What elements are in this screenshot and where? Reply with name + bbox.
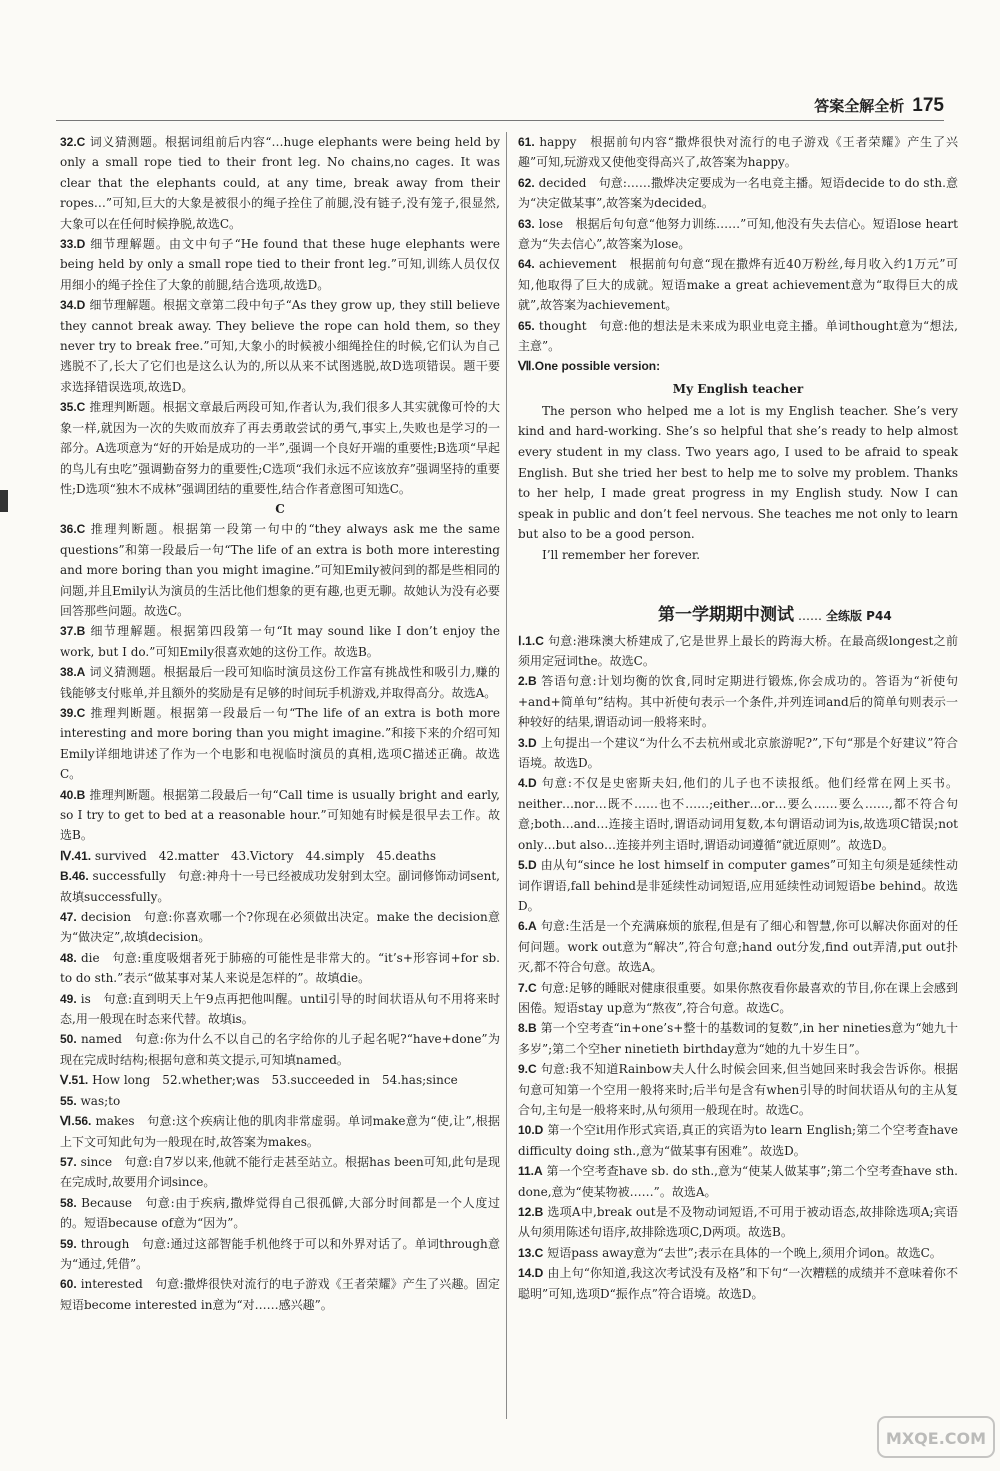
answer-item bbox=[60, 621, 500, 662]
answer-item bbox=[60, 703, 500, 785]
answer-number: 58. bbox=[60, 1195, 77, 1210]
answer-text: survived 42.matter 43.Victory 44.simply 45.deaths bbox=[94, 848, 436, 863]
answer-item bbox=[60, 234, 500, 295]
answer-item bbox=[60, 866, 500, 907]
header-rule bbox=[56, 120, 944, 121]
answer-item bbox=[518, 671, 958, 732]
answer-item bbox=[518, 978, 958, 1019]
answer-number: 13.C bbox=[518, 1245, 544, 1260]
essay-body bbox=[518, 401, 958, 566]
answer-item bbox=[60, 662, 500, 703]
answer-number: 35.C bbox=[60, 400, 86, 415]
answer-number: 48. bbox=[60, 950, 77, 965]
answer-text: 短语pass away意为“去世”;表示在具体的一个晚上,须用介词on。故选C。 bbox=[547, 1245, 942, 1260]
answer-number: 40.B bbox=[60, 787, 86, 802]
answer-number: 59. bbox=[60, 1236, 77, 1251]
left-column bbox=[60, 132, 500, 1315]
answer-item bbox=[60, 1070, 500, 1090]
answer-item bbox=[518, 631, 958, 672]
answer-number: 11.A bbox=[518, 1164, 543, 1179]
answer-item bbox=[60, 1193, 500, 1234]
answer-text: 选项A中,break out是不及物动词短语,不可用于被动语态,故排除选项A;宾语从句须用陈述句语序,故排除选项C,D两项。故选B。 bbox=[518, 1205, 958, 1240]
answer-text: is 句意:直到明天上午9点再把他叫醒。until引导的时间状语从句不用将来时态,用一般现在时态来代替。故填is。 bbox=[60, 991, 500, 1027]
answer-item bbox=[60, 132, 500, 234]
header-title: 答案全解全析 bbox=[814, 97, 905, 115]
answer-number: 63. bbox=[518, 216, 535, 231]
answer-text: lose 根据后句句意“他努力训练……”可知,他没有失去信心。短语lose heart意为“失去信心”,故答案为lose。 bbox=[518, 216, 958, 252]
essay-label: Ⅶ.One possible version: bbox=[518, 359, 661, 374]
answer-item bbox=[60, 1274, 500, 1315]
answer-text: 细节理解题。根据第四段第一句“It may sound like I don’t enjoy the work, but I do.”可知Emily很喜欢她的这份工作。故选B。 bbox=[60, 624, 500, 659]
answer-item bbox=[60, 1234, 500, 1275]
answer-item bbox=[518, 1243, 958, 1263]
answer-item bbox=[518, 214, 958, 255]
answer-number: Ⅵ.56. bbox=[60, 1114, 92, 1129]
answer-item bbox=[60, 397, 500, 499]
answer-text: 第一个空it用作形式宾语,真正的宾语为to learn English;第二个空考查have difficulty doing sth.,意为“做某事有困难”。故选D。 bbox=[518, 1123, 958, 1158]
answer-number: B.46. bbox=[60, 869, 89, 884]
essay-title: My English teacher bbox=[672, 381, 804, 396]
answer-number: 3.D bbox=[518, 735, 537, 750]
side-tab-marker bbox=[0, 490, 8, 512]
midterm-test-heading bbox=[658, 600, 958, 625]
answer-text: 推理判断题。根据第一段第一句中的“they always ask me the same questions”和第一段最后一句“The life of an extra is both more interesting and more boring than you might imagine.”可知Emily被问到的都是些相同的问题,并且Emily认为演员的生活比他们想象的更有趣,也更无聊。故她认为没有必要回答那些问题。故选C。 bbox=[60, 522, 500, 618]
answer-item bbox=[518, 316, 958, 357]
answer-number: 32.C bbox=[60, 135, 86, 149]
answer-number: Ⅴ.51. bbox=[60, 1073, 89, 1088]
watermark-logo bbox=[876, 1415, 996, 1459]
answer-item bbox=[518, 173, 958, 214]
answer-number: 12.B bbox=[518, 1205, 544, 1219]
answer-text: achievement 根据前句句意“现在撒烨有近40万粉丝,每月收入约1万元”可知,他取得了巨大的成就。短语make a great achievement意为“取得巨大的成就”,故答案为achievement。 bbox=[518, 257, 958, 313]
answer-number: 37.B bbox=[60, 624, 86, 639]
answer-item bbox=[60, 907, 500, 948]
answer-number: 2.B bbox=[518, 674, 537, 689]
answer-text: 推理判断题。根据第二段最后一句“Call time is usually bright and early, so I try to get to bed at a reasonable hour.”可知她有时候是很早去工作。故选B。 bbox=[60, 787, 500, 843]
answer-item bbox=[518, 855, 958, 916]
answer-item bbox=[60, 1091, 500, 1111]
section-dots: …… bbox=[798, 608, 822, 623]
answer-number: 62. bbox=[518, 175, 535, 190]
answer-number: Ⅰ.1.C bbox=[518, 633, 544, 648]
answer-text: How long 52.whether;was 53.succeeded in 54.has;since bbox=[92, 1073, 458, 1088]
answer-text: thought 句意:他的想法是未来成为职业电竞主播。单词thought意为“想法,主意”。 bbox=[518, 318, 958, 354]
section-title: 第一学期期中测试 bbox=[658, 604, 794, 625]
essay-paragraph: The person who helped me a lot is my English teacher. She’s very kind and hard-working. She’s so helpful that she’s ready to help almost every student in my class. Two years ago, I used to be afraid to speak English. But she tried her best to help me to solve my problem. Thanks to her help, I made great progress in my English study. Now I can speak in public and don’t feel nervous. She teaches me not only to learn but also to be a good person. bbox=[518, 403, 958, 542]
answer-text: 细节理解题。由文中句子“He found that these huge elephants were being held by only a small rope tied to their front leg.”可知,训练人员仅仅用细小的绳子拴住了大象的前腿,结合选项,故选D。 bbox=[60, 237, 500, 292]
answer-item bbox=[60, 785, 500, 846]
answer-item bbox=[518, 1059, 958, 1120]
answer-number: Ⅳ.41. bbox=[60, 848, 92, 863]
right-column bbox=[518, 132, 958, 1304]
answer-number: 34.D bbox=[60, 298, 86, 313]
answer-text: decision 句意:你喜欢哪一个?你现在必须做出决定。make the decision意为“做决定”,故填decision。 bbox=[60, 910, 500, 945]
answer-text: 由从句“since he lost himself in computer games”可知主句须是延续性动词作谓语,fall behind是非延续性动词短语,应用延续性动词短语be behind。故选D。 bbox=[518, 858, 958, 913]
answer-item bbox=[60, 846, 500, 866]
answer-number: 60. bbox=[60, 1277, 77, 1292]
answer-item bbox=[60, 1029, 500, 1070]
column-divider bbox=[506, 132, 507, 1419]
answer-text: die 句意:重度吸烟者死于肺癌的可能性是非常大的。“it’s+形容词+for sb. to do sth.”表示“做某事对某人来说是怎样的”。故填die。 bbox=[60, 950, 500, 986]
answer-number: 65. bbox=[518, 318, 535, 333]
answer-number: 39.C bbox=[60, 705, 86, 720]
answer-item bbox=[518, 916, 958, 977]
answer-item bbox=[518, 254, 958, 315]
answer-text: makes 句意:这个疾病让他的肌肉非常虚弱。单词make意为“使,让”,根据上下文可知此句为一般现在时,故答案为makes。 bbox=[60, 1114, 500, 1149]
answer-text: 推理判断题。根据第一段最后一句“The life of an extra is both more interesting and more boring than you might imagine.”和接下来的介绍可知Emily详细地讲述了作为一个电影和电视临时演员的真相,选项C描述正确。故选C。 bbox=[60, 705, 500, 782]
answer-number: 10.D bbox=[518, 1123, 544, 1138]
answer-text: 答语句意:计划均衡的饮食,同时定期进行锻炼,你会成功的。答语为“祈使句+and+简单句”结构。其中祈使句表示一个条件,并列连词and后的简单句则表示一种较好的结果,谓语动词一般将来时。 bbox=[518, 674, 958, 730]
answer-item bbox=[60, 948, 500, 989]
section-c-heading: C bbox=[275, 502, 285, 517]
answer-number: 14.D bbox=[518, 1266, 544, 1281]
answer-text: since 句意:自7岁以来,他就不能行走甚至站立。根据has been可知,此句是现在完成时,故要用介词since。 bbox=[60, 1154, 500, 1190]
answer-text: interested 句意:撒烨很快对流行的电子游戏《王者荣耀》产生了兴趣。固定短语become interested in意为“对……感兴趣”。 bbox=[60, 1277, 500, 1312]
answer-item bbox=[518, 1018, 958, 1059]
answer-text: 句意:不仅是史密斯夫妇,他们的儿子也不读报纸。他们经常在网上买书。neither…nor…既不……也不……;either…or…要么……要么……,都不符合句意;both…and…连接主语时,谓语动词用复数,本句谓语动词为is,故选项C错误;not only…but also…连接并列主语时,谓语动词遵循“就近原则”。故选D。 bbox=[518, 776, 958, 852]
answer-number: 4.D bbox=[518, 776, 537, 791]
answer-item bbox=[60, 1152, 500, 1193]
answer-number: 6.A bbox=[518, 919, 537, 934]
answer-item bbox=[518, 132, 958, 173]
answer-text: 词义猜测题。根据最后一段可知临时演员这份工作富有挑战性和吸引力,赚的钱能够支付账单,并且额外的奖励是有足够的时间玩手机游戏,并取得高分。故选A。 bbox=[60, 665, 500, 700]
answer-text: 句意:生活是一个充满麻烦的旅程,但是有了细心和智慧,你可以解决你面对的任何问题。work out意为“解决”,符合句意;hand out分发,find out弄清,put out扑灭,都不符合句意。故选A。 bbox=[518, 919, 958, 975]
watermark-text: MXQE.COM bbox=[885, 1429, 987, 1448]
answer-number: 36.C bbox=[60, 522, 86, 537]
answer-text: named 句意:你为什么不以自己的名字给你的儿子起名呢?“have+done”为现在完成时结构;根据句意和英文提示,可知填named。 bbox=[60, 1032, 500, 1067]
answer-text: decided 句意:……撒烨决定要成为一名电竞主播。短语decide to do sth.意为“决定做某事”,故答案为decided。 bbox=[518, 175, 958, 211]
answer-text: 句意:我不知道Rainbow夫人什么时候会回来,但当她回来时我会告诉你。根据句意可知第一个空用一般将来时;后半句是含有when引导的时间状语从句的主从复合句,主句是一般将来时,从句须用一般现在时。故选C。 bbox=[518, 1062, 958, 1117]
answer-item bbox=[518, 1202, 958, 1243]
answer-number: 61. bbox=[518, 135, 535, 149]
answer-item bbox=[518, 1120, 958, 1161]
answer-text: 第一个空考查“in+one’s+整十的基数词的复数”,in her nineties意为“她九十多岁”;第二个空her ninetieth birthday意为“她的九十岁生日”。 bbox=[518, 1021, 958, 1056]
answer-number: 38.A bbox=[60, 665, 86, 680]
answer-item bbox=[518, 773, 958, 855]
answer-text: 句意:足够的睡眠对健康很重要。如果你熬夜看你最喜欢的节目,你在课上会感到困倦。短语stay up意为“熬夜”,符合句意。故选C。 bbox=[518, 980, 958, 1015]
answer-item bbox=[60, 1111, 500, 1152]
answer-number: 64. bbox=[518, 257, 535, 272]
answer-item bbox=[518, 1263, 958, 1304]
answer-text: was;to bbox=[80, 1093, 121, 1108]
answer-item bbox=[60, 295, 500, 397]
answer-item bbox=[60, 989, 500, 1030]
section-edition: 全练版 P44 bbox=[826, 608, 892, 623]
answer-text: 第一个空考查have sb. do sth.,意为“使某人做某事”;第二个空考查have sth. done,意为“使某物被……”。故选A。 bbox=[518, 1164, 958, 1199]
answer-number: 47. bbox=[60, 910, 77, 925]
answer-number: 5.D bbox=[518, 858, 537, 873]
answer-item bbox=[518, 1161, 958, 1202]
answer-text: 词义猜测题。根据词组前后内容“…huge elephants were being held by only a small rope tied to their front leg. No chains,no cages. It was clear that the elephants could, at any time, break away from their ropes…”可知,巨大的大象是被很小的绳子拴住了前腿,没有链子,没有笼子,很显然,大象可以在任何时候挣脱,故选C。 bbox=[60, 135, 500, 231]
answer-item bbox=[518, 733, 958, 774]
page-number: 175 bbox=[912, 95, 944, 116]
answer-number: 57. bbox=[60, 1154, 77, 1169]
answer-text: 上句提出一个建议“为什么不去杭州或北京旅游呢?”,下句“那是个好建议”符合语境。故选D。 bbox=[518, 735, 958, 771]
answer-item bbox=[60, 519, 500, 621]
answer-number: 9.C bbox=[518, 1062, 537, 1077]
answer-number: 33.D bbox=[60, 237, 86, 252]
page-header bbox=[814, 95, 944, 117]
answer-number: 49. bbox=[60, 991, 77, 1006]
essay-paragraph: I’ll remember her forever. bbox=[542, 548, 701, 563]
answer-text: successfully 句意:神舟十一号已经被成功发射到太空。副词修饰动词sent,故填successfully。 bbox=[60, 869, 500, 904]
answer-number: 7.C bbox=[518, 980, 537, 995]
answer-number: 55. bbox=[60, 1093, 77, 1108]
answer-text: through 句意:通过这部智能手机他终于可以和外界对话了。单词through意为“通过,凭借”。 bbox=[60, 1236, 500, 1271]
answer-text: 句意:港珠澳大桥建成了,它是世界上最长的跨海大桥。在最高级longest之前须用定冠词the。故选C。 bbox=[518, 633, 958, 669]
answer-text: happy 根据前句内容“撒烨很快对流行的电子游戏《王者荣耀》产生了兴趣”可知,玩游戏又使他变得高兴了,故答案为happy。 bbox=[518, 135, 958, 170]
answer-text: Because 句意:由于疾病,撒烨觉得自己很孤僻,大部分时间都是一个人度过的。短语because of意为“因为”。 bbox=[60, 1195, 500, 1231]
answer-number: 50. bbox=[60, 1032, 77, 1047]
answer-text: 推理判断题。根据文章最后两段可知,作者认为,我们很多人其实就像可怜的大象一样,就因为一次的失败而放弃了再去勇敢尝试的勇气,事实上,失败也是学习的一部分。A选项意为“好的开始是成功的一半”,强调一个良好开端的重要性;B选项“早起的鸟儿有虫吃”强调勤奋努力的重要性;C选项“我们永远不应该放弃”强调坚持的重要性;D选项“独木不成林”强调团结的重要性,结合作者意图可知选C。 bbox=[60, 400, 500, 496]
answer-number: 8.B bbox=[518, 1021, 537, 1036]
answer-text: 细节理解题。根据文章第二段中句子“As they grow up, they still believe they cannot break away. They believe the rope can hold them, so they never try to break free.”可知,大象小的时候被小细绳拴住的时候,它们认为自己逃脱不了,长大了它们也是这么认为的,所以从来不试图逃脱,故D选项错误。题干要求选择错误选项,故选D。 bbox=[60, 298, 500, 394]
answer-text: 由上句“你知道,我这次考试没有及格”和下句“一次糟糕的成绩并不意味着你不聪明”可知,选项D“振作点”符合语境。故选D。 bbox=[518, 1266, 958, 1301]
